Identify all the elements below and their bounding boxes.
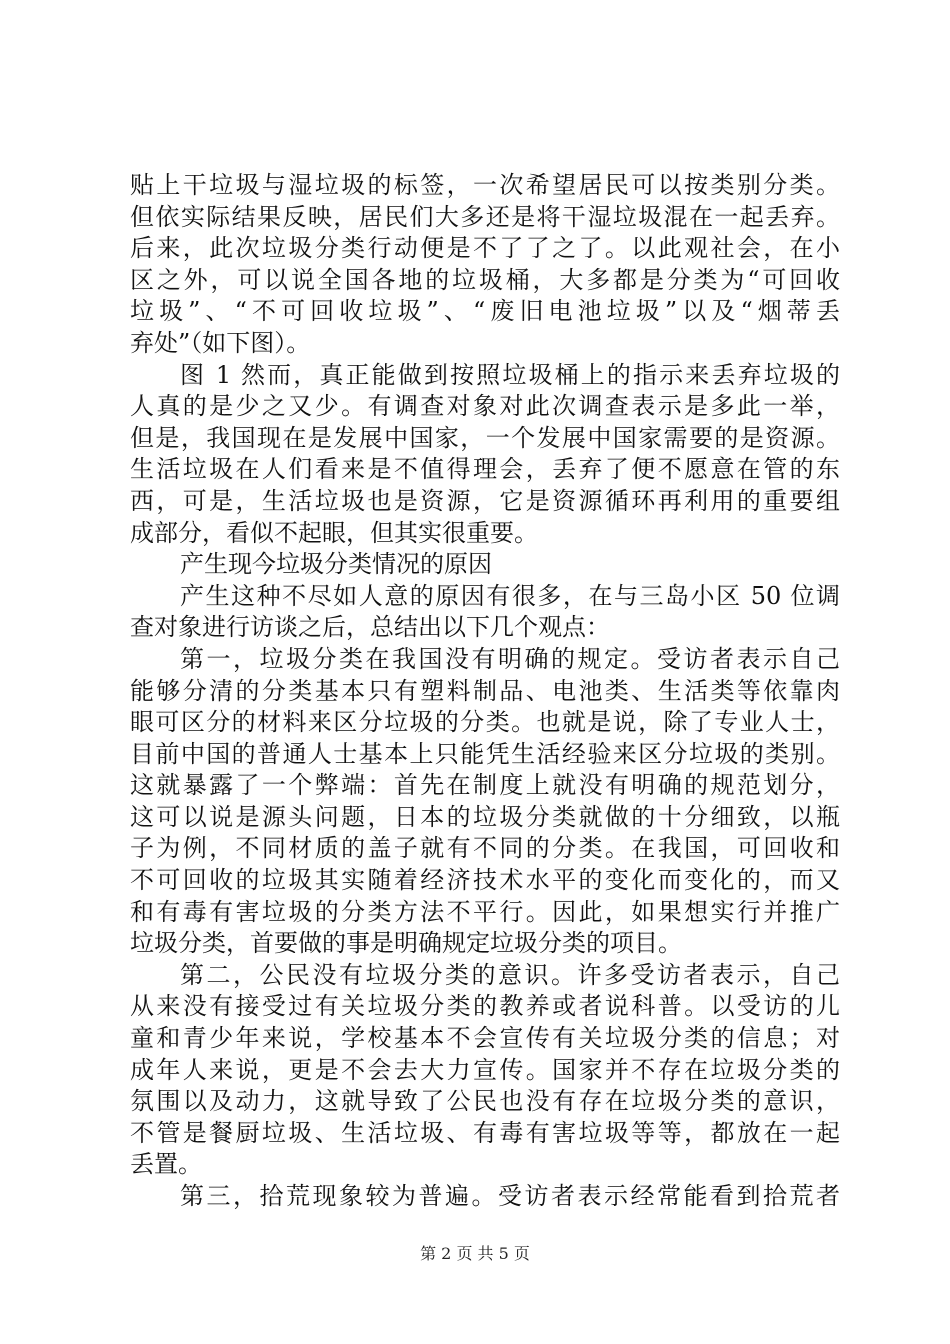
text-line: 和有毒有害垃圾的分类方法不平行。因此，如果想实行并推广 [130, 897, 840, 926]
text-line: 从来没有接受过有关垃圾分类的教养或者说科普。以受访的儿 [130, 992, 840, 1021]
page-number-label: 第 2 页 共 5 页 [420, 1244, 530, 1263]
text-line: 这就暴露了一个弊端：首先在制度上就没有明确的规范划分， [130, 771, 840, 800]
text-line: 但是，我国现在是发展中国家，一个发展中国家需要的是资源。 [130, 423, 840, 452]
text-line: 不可回收的垃圾其实随着经济技术水平的变化而变化的，而又 [130, 866, 840, 895]
text-line: 后来，此次垃圾分类行动便是不了了之了。以此观社会，在小 [130, 234, 840, 263]
text-line: 能够分清的分类基本只有塑料制品、电池类、生活类等依靠肉 [130, 676, 840, 705]
text-line: 贴上干垃圾与湿垃圾的标签，一次希望居民可以按类别分类。 [130, 171, 840, 199]
text-line: 垃圾”、“不可回收垃圾”、“废旧电池垃圾”以及“烟蒂丢 [130, 297, 840, 326]
text-line: 成部分，看似不起眼，但其实很重要。 [130, 518, 538, 547]
document-body [130, 170, 840, 1213]
text-line: 不管是餐厨垃圾、生活垃圾、有毒有害垃圾等等，都放在一起 [130, 1118, 840, 1147]
text-line: 产生现今垃圾分类情况的原因 [180, 550, 492, 579]
text-line: 垃圾分类，首要做的事是明确规定垃圾分类的项目。 [130, 929, 682, 958]
text-line: 区之外，可以说全国各地的垃圾桶，大多都是分类为“可回收 [130, 265, 840, 294]
text-line: 第一，垃圾分类在我国没有明确的规定。受访者表示自己 [180, 644, 840, 673]
page-footer [0, 1244, 950, 1264]
text-line: 查对象进行访谈之后，总结出以下几个观点： [130, 613, 610, 642]
text-line: 成年人来说，更是不会去大力宣传。国家并不存在垃圾分类的 [130, 1055, 840, 1084]
text-line: 第三，拾荒现象较为普遍。受访者表示经常能看到拾荒者 [180, 1182, 840, 1210]
text-line: 第二，公民没有垃圾分类的意识。许多受访者表示，自己 [180, 960, 840, 989]
text-line: 眼可区分的材料来区分垃圾的分类。也就是说，除了专业人士， [130, 708, 840, 737]
text-line: 生活垃圾在人们看来是不值得理会，丢弃了便不愿意在管的东 [130, 455, 840, 484]
text-line: 丢置。 [130, 1150, 202, 1179]
text-line: 目前中国的普通人士基本上只能凭生活经验来区分垃圾的类别。 [130, 739, 840, 768]
text-line: 弃处”（如下图）。 [130, 328, 311, 357]
text-line: 图 1 然而，真正能做到按照垃圾桶上的指示来丢弃垃圾的 [180, 360, 840, 389]
text-line: 但依实际结果反映，居民们大多还是将干湿垃圾混在一起丢弃。 [130, 202, 840, 231]
text-line: 产生这种不尽如人意的原因有很多，在与三岛小区 50 位调 [180, 581, 840, 610]
text-line: 这可以说是源头问题，日本的垃圾分类就做的十分细致，以瓶 [130, 802, 840, 831]
text-line: 氛围以及动力，这就导致了公民也没有存在垃圾分类的意识， [130, 1087, 840, 1116]
text-line: 子为例，不同材质的盖子就有不同的分类。在我国，可回收和 [130, 834, 840, 863]
text-line: 西，可是，生活垃圾也是资源，它是资源循环再利用的重要组 [130, 486, 840, 515]
text-line: 人真的是少之又少。有调查对象对此次调查表示是多此一举， [130, 392, 840, 421]
text-line: 童和青少年来说，学校基本不会宣传有关垃圾分类的信息；对 [130, 1024, 840, 1053]
